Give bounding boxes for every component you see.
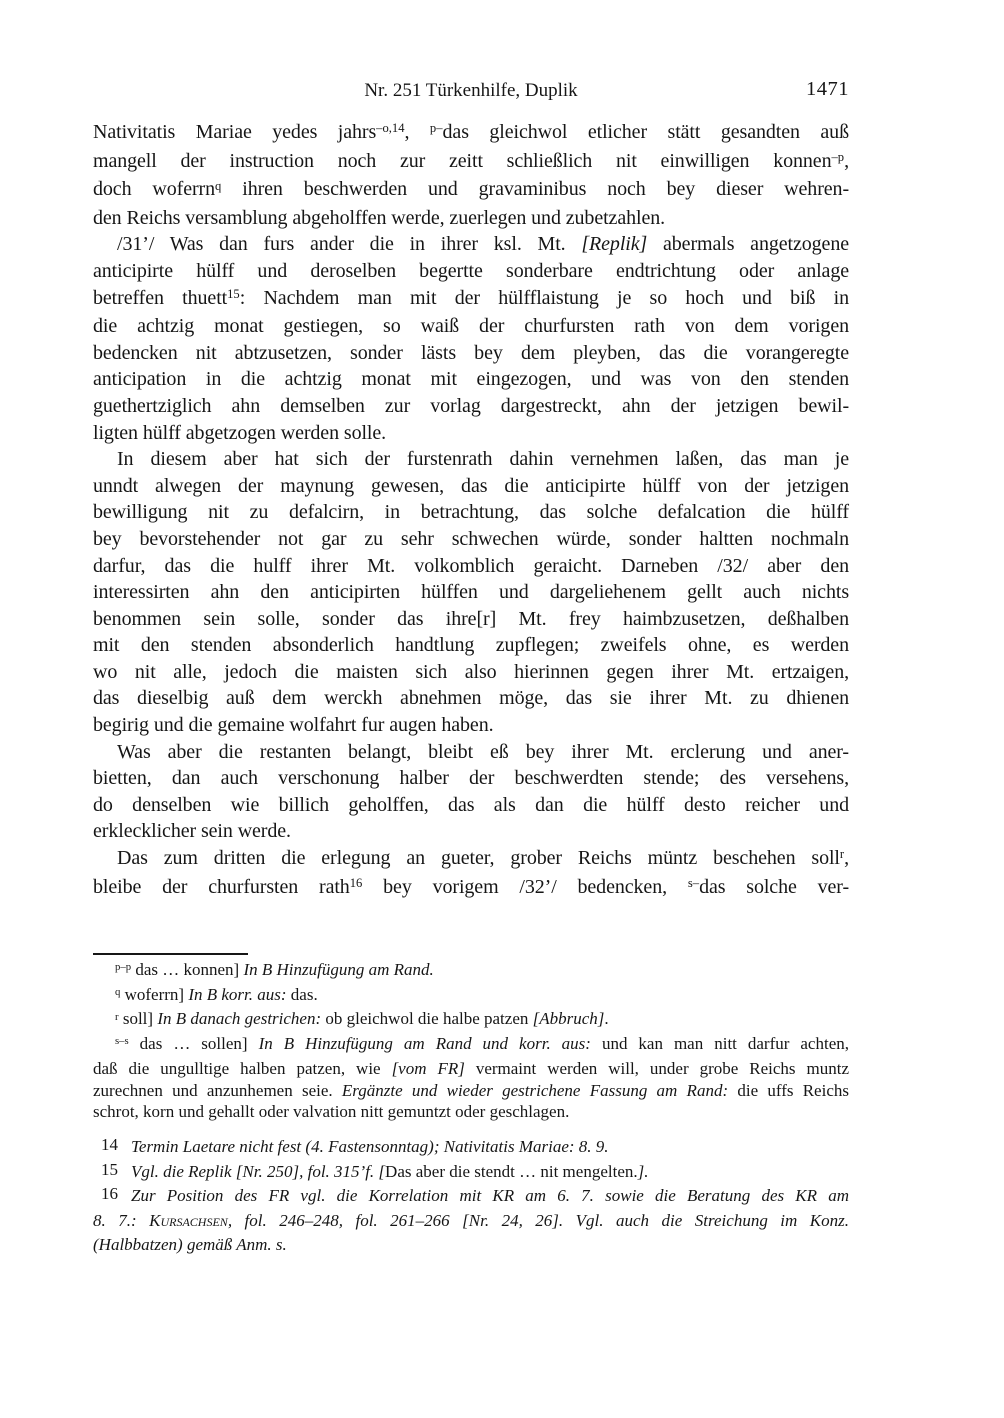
sigla-superscript: –o,14 — [376, 121, 405, 136]
text-segment: (Halbbatzen) gemäß Anm. s. — [93, 1235, 287, 1254]
text-line — [93, 499, 849, 526]
text-line — [93, 1080, 849, 1102]
text-segment: darfur, das die hulff ihrer Mt. volkomblich geraicht. Darneben /32/ aber den — [93, 554, 849, 577]
text-line — [93, 148, 849, 177]
text-line — [93, 258, 849, 285]
text-segment: mangell der instruction noch zur zeitt schließlich nit einwilligen konnen — [93, 149, 832, 172]
footnote-entry — [93, 1184, 849, 1258]
footnote-entry — [93, 1135, 849, 1160]
text-line — [93, 420, 849, 447]
text-line — [93, 1101, 849, 1123]
text-line — [93, 285, 849, 314]
sigla-superscript: q — [115, 985, 121, 998]
text-segment: Termin Laetare nicht fest (4. Fastensonntag); Nativitatis Mariae: 8. 9. — [131, 1137, 609, 1156]
text-line — [93, 959, 849, 984]
text-line — [93, 231, 849, 258]
text-segment: . — [604, 1009, 609, 1029]
footnote-entry — [93, 1160, 849, 1185]
text-segment: In B danach gestrichen: — [157, 1009, 322, 1029]
text-line — [93, 553, 849, 580]
text-line — [93, 526, 849, 553]
text-line — [93, 659, 849, 686]
text-segment: unndt alwegen der maynung gewesen, das die anticipirte hülff von der jetzigen — [93, 474, 849, 497]
paragraph — [93, 845, 849, 902]
text-line — [93, 313, 849, 340]
footnotes — [93, 1135, 849, 1258]
text-segment: ligten hülff abgetzogen werden solle. — [93, 421, 387, 444]
text-segment: das. — [286, 984, 318, 1004]
text-line — [93, 473, 849, 500]
text-line — [93, 632, 849, 659]
text-segment: benommen sein solle, sonder das ihre[r] Mt. frey haimbzusetzen, deßhalben — [93, 607, 849, 630]
text-segment: die achtzig monat gestiegen, so waiß der churfursten rath von dem vorigen — [93, 315, 849, 338]
text-segment: anticipirte hülff und deroselben begertte sonderbare endtrichtung oder anlage — [93, 259, 849, 282]
text-segment: [Abbruch] — [532, 1009, 605, 1029]
text-segment: guethertziglich ahn demselben zur vorlag dargestreckt, ahn der jetzigen bewil- — [93, 394, 849, 417]
footnote-number: 16 — [101, 1184, 118, 1203]
text-segment: woferrn] — [120, 984, 189, 1004]
sigla-superscript: –p — [831, 149, 845, 164]
text-segment: begirig und die gemaine wolfahrt fur augen haben. — [93, 714, 494, 737]
text-line — [93, 984, 849, 1009]
text-line — [93, 579, 849, 606]
text-segment: /31’/ Was dan furs ander die in ihrer ksl. Mt. — [117, 233, 582, 256]
text-segment: bewilligung nit zu defalcirn, in betrachtung, das solche defalcation die hülff — [93, 501, 849, 524]
footnote-number: 14 — [101, 1135, 118, 1154]
text-line — [93, 393, 849, 420]
text-segment: bietten, dan auch verschonung halber der beschwerdten stende; des versehens, — [93, 767, 849, 790]
sigla-superscript: r — [115, 1010, 119, 1023]
text-segment: zurechnen und anzunhemen seie. — [93, 1080, 342, 1100]
text-line — [93, 606, 849, 633]
text-segment: In B Hinzufügung am Rand und korr. aus: — [258, 1034, 591, 1054]
sigla-superscript: p– — [429, 121, 443, 136]
text-segment: doch woferrn — [93, 178, 216, 201]
text-line — [93, 739, 849, 766]
text-segment: In diesem aber hat sich der furstenrath dahin vernehmen laßen, das man je — [117, 448, 849, 471]
text-segment: Zur Position des FR vgl. die Korrelation mit KR am 6. 7. sowie die Beratung des KR am — [131, 1186, 849, 1205]
text-line — [93, 119, 849, 148]
text-segment: den Reichs versamblung abgeholffen werde, zuerlegen und zubetzahlen. — [93, 206, 666, 229]
running-head: Nr. 251 Türkenhilfe, Duplik — [364, 80, 578, 101]
text-segment: Nativitatis Mariae yedes jahrs — [93, 121, 377, 143]
text-segment: das dieselbig auß dem werckh abnehmen möge, das sie ihrer Mt. zu dhienen — [93, 687, 849, 710]
text-segment: do denselben wie billich geholffen, das als dan die hülff desto reicher und — [93, 793, 849, 816]
text-segment: Was aber die restanten belangt, bleibt eß bey ihrer Mt. erclerung und aner- — [117, 740, 849, 763]
text-segment: vermaint werden will, under grobe Reichs muntz — [464, 1058, 849, 1078]
text-segment: bedencken nit abtzusetzen, sonder lästs bey dem pleyben, das die vorangeregte — [93, 341, 849, 364]
text-segment: Kursachsen — [149, 1210, 228, 1230]
text-line — [93, 874, 849, 903]
text-segment: das … sollen] — [128, 1034, 259, 1054]
sigla-superscript: s–s — [115, 1035, 129, 1048]
text-line — [93, 685, 849, 712]
paragraph — [93, 739, 849, 845]
text-line — [93, 340, 849, 367]
text-segment: soll] — [118, 1009, 158, 1029]
text-segment: das … konnen] — [131, 960, 244, 979]
text-segment: bleibe der churfursten rath — [93, 875, 350, 898]
text-segment: [Replik] — [581, 233, 648, 256]
apparatus-separator-rule — [93, 953, 248, 955]
footnote-number: 15 — [101, 1159, 118, 1179]
text-segment: : Nachdem man mit der hülfflaistung je so hoch und biß in — [239, 286, 849, 309]
text-line — [93, 1160, 849, 1185]
text-segment: interessirten ahn den anticipirten hülffen und dargeliehenem gellt auch nichts — [93, 581, 849, 604]
text-line — [93, 176, 849, 205]
sigla-superscript: p–p — [115, 961, 132, 974]
page-number: 1471 — [806, 78, 849, 100]
sigla-superscript: s– — [687, 875, 700, 890]
text-segment: In B Hinzufügung am Rand. — [243, 960, 434, 979]
text-segment: , fol. 246–248, fol. 261–266 [Nr. 24, 26]. Vgl. auch die Streichung im Konz. — [227, 1210, 849, 1230]
apparatus-entry — [93, 984, 849, 1009]
text-line — [93, 1209, 849, 1234]
text-line — [93, 765, 849, 792]
text-segment: und kan man nitt darfur achten, — [590, 1034, 849, 1054]
text-line — [93, 446, 849, 473]
text-line — [93, 1008, 849, 1033]
text-segment: erklecklicher sein werde. — [93, 820, 291, 843]
text-segment: Vgl. die Replik [Nr. 250], fol. 315’f. [ — [131, 1161, 386, 1181]
text-segment: ihren beschwerden und gravaminibus noch bey dieser wehren- — [221, 178, 850, 201]
text-segment: bey vorigem /32’/ bedencken, — [362, 875, 688, 898]
text-segment: , — [844, 847, 849, 870]
text-segment: ]. — [637, 1161, 649, 1181]
paragraph — [93, 446, 849, 739]
text-line — [93, 1184, 849, 1209]
sigla-superscript: 16 — [349, 875, 363, 890]
text-line — [93, 205, 849, 232]
text-segment: In B korr. aus: — [188, 984, 287, 1004]
text-segment: , — [844, 149, 849, 172]
text-segment: Das zum dritten die erlegung an gueter, grober Reichs müntz beschehen soll — [117, 847, 840, 870]
text-segment: Ergänzte und wieder gestrichene Fassung am Rand: — [341, 1080, 729, 1100]
text-line — [93, 818, 849, 845]
page-header — [93, 80, 849, 104]
sigla-superscript: q — [215, 178, 222, 193]
text-segment: 8. 7.: — [93, 1210, 150, 1230]
text-line — [93, 1135, 849, 1160]
text-segment: das solche ver- — [699, 875, 850, 898]
paragraph — [93, 231, 849, 446]
text-segment: anticipation in die achtzig monat mit eingezogen, und was von den stenden — [93, 368, 849, 391]
text-line — [93, 1058, 849, 1080]
apparatus-entry — [93, 1008, 849, 1033]
text-segment: betreffen thuett — [93, 286, 228, 309]
text-line — [93, 1033, 849, 1058]
apparatus-entry — [93, 1033, 849, 1123]
text-line — [93, 712, 849, 739]
paragraph — [93, 119, 849, 231]
text-segment: bey bevorstehender not gar zu sehr schwechen würde, sonder haltten nochmaln — [93, 527, 849, 550]
text-segment: daß die ungulltige halben patzen, wie — [93, 1058, 392, 1078]
text-line — [93, 845, 849, 874]
text-segment: die uffs Reichs — [728, 1080, 849, 1100]
sigla-superscript: 15 — [227, 286, 240, 301]
text-segment: das gleichwol etlicher stätt gesandten auß — [442, 121, 849, 143]
text-segment: schrot, korn und gehallt oder valvation nitt gemuntzt oder geschlagen. — [93, 1102, 570, 1122]
sigla-superscript: r — [839, 847, 845, 862]
text-line — [93, 792, 849, 819]
text-segment: [vom FR] — [391, 1058, 465, 1078]
main-text — [93, 119, 849, 902]
apparatus-entry — [93, 959, 849, 984]
text-segment: , — [404, 121, 430, 143]
text-segment: mit den stenden absonderlich handtlung zupflegen; zweifels ohne, es werden — [93, 634, 849, 657]
text-line — [93, 366, 849, 393]
text-segment: wo nit alle, jedoch die maisten sich also hierinnen gegen ihrer Mt. ertzaigen, — [93, 660, 849, 683]
text-segment: ob gleichwol die halbe patzen — [321, 1009, 533, 1029]
critical-apparatus — [93, 959, 849, 1123]
text-segment: Das aber die stendt … nit mengelten. — [385, 1161, 638, 1181]
text-segment: abermals angetzogene — [647, 233, 850, 256]
text-line — [93, 1233, 849, 1258]
